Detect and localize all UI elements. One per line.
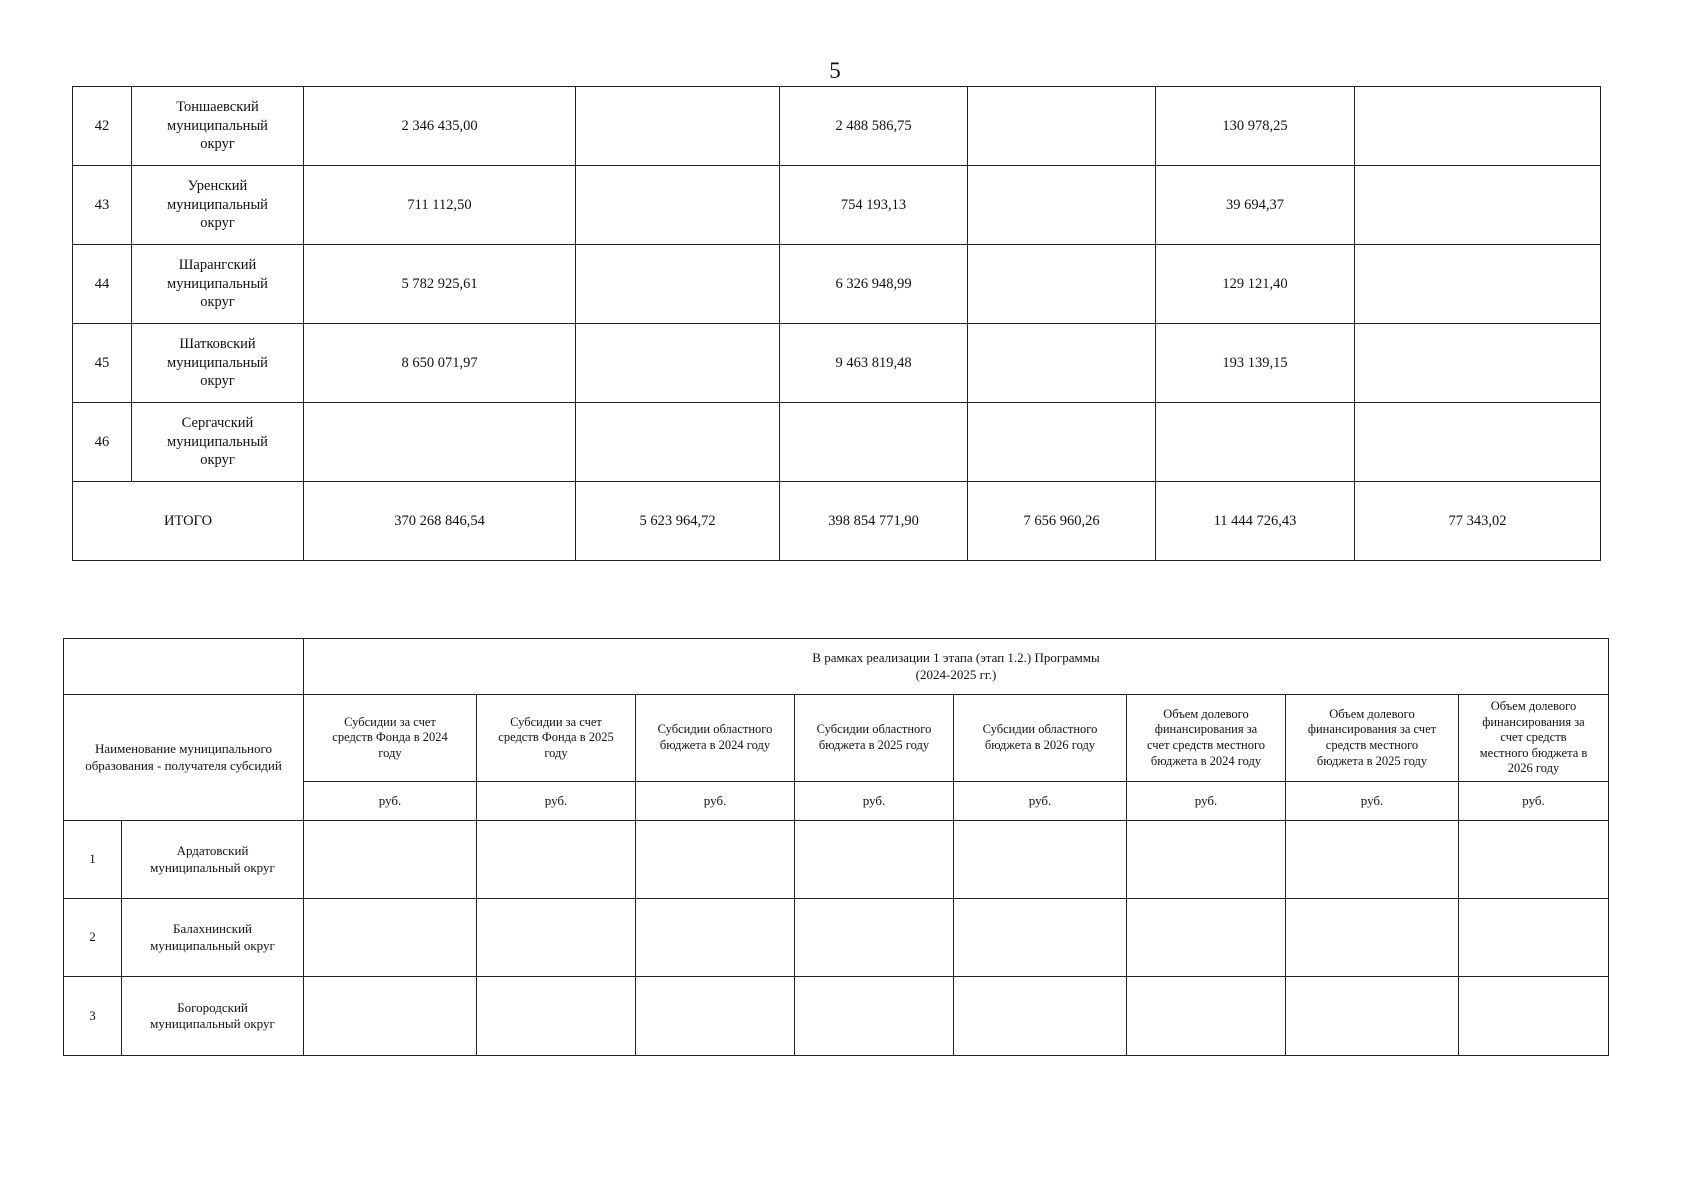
row-number: 2 <box>63 898 122 977</box>
value-cell: 2 488 586,75 <box>779 86 968 166</box>
municipality-name: Балахнинский муниципальный округ <box>121 898 304 977</box>
value-cell <box>794 976 954 1056</box>
value-cell: 6 326 948,99 <box>779 244 968 324</box>
total-value: 11 444 726,43 <box>1155 481 1355 561</box>
value-cell <box>1354 323 1601 403</box>
total-value: 5 623 964,72 <box>575 481 780 561</box>
municipality-name: Уренский муниципальный округ <box>131 165 304 245</box>
value-cell <box>953 976 1127 1056</box>
value-cell: 754 193,13 <box>779 165 968 245</box>
stage-header: В рамках реализации 1 этапа (этап 1.2.) Программы (2024-2025 гг.) <box>303 638 1609 695</box>
value-cell <box>794 898 954 977</box>
value-cell <box>967 244 1156 324</box>
column-header: Субсидии областного бюджета в 2025 году <box>794 694 954 782</box>
value-cell <box>1126 898 1286 977</box>
value-cell <box>1458 898 1609 977</box>
header-blank-cell <box>63 638 304 695</box>
value-cell <box>476 976 636 1056</box>
unit-label: руб. <box>476 781 636 821</box>
value-cell <box>1458 820 1609 899</box>
column-header: Объем долевого финансирования за счет средств местного бюджета в 2025 году <box>1285 694 1459 782</box>
unit-label: руб. <box>1126 781 1286 821</box>
unit-label: руб. <box>303 781 477 821</box>
value-cell <box>953 898 1127 977</box>
value-cell <box>967 86 1156 166</box>
value-cell <box>1354 165 1601 245</box>
value-cell: 130 978,25 <box>1155 86 1355 166</box>
value-cell <box>303 976 477 1056</box>
value-cell <box>476 898 636 977</box>
value-cell <box>303 820 477 899</box>
row-number: 43 <box>72 165 132 245</box>
row-number: 44 <box>72 244 132 324</box>
value-cell <box>967 323 1156 403</box>
total-value: 77 343,02 <box>1354 481 1601 561</box>
value-cell <box>794 820 954 899</box>
name-column-header: Наименование муниципального образования - получателя субсидий <box>63 694 304 821</box>
value-cell <box>1354 402 1601 482</box>
row-number: 42 <box>72 86 132 166</box>
column-header: Субсидии за счет средств Фонда в 2025 году <box>476 694 636 782</box>
value-cell <box>635 820 795 899</box>
value-cell <box>953 820 1127 899</box>
value-cell <box>635 976 795 1056</box>
municipality-name: Шарангский муниципальный округ <box>131 244 304 324</box>
unit-label: руб. <box>635 781 795 821</box>
row-number: 1 <box>63 820 122 899</box>
value-cell <box>779 402 968 482</box>
value-cell <box>967 165 1156 245</box>
value-cell <box>1126 820 1286 899</box>
unit-label: руб. <box>1458 781 1609 821</box>
value-cell <box>575 323 780 403</box>
unit-label: руб. <box>1285 781 1459 821</box>
value-cell <box>635 898 795 977</box>
total-value: 370 268 846,54 <box>303 481 576 561</box>
value-cell <box>575 402 780 482</box>
value-cell <box>575 86 780 166</box>
value-cell: 9 463 819,48 <box>779 323 968 403</box>
column-header: Субсидии областного бюджета в 2024 году <box>635 694 795 782</box>
value-cell <box>1285 898 1459 977</box>
total-label: ИТОГО <box>72 481 304 561</box>
unit-label: руб. <box>794 781 954 821</box>
value-cell <box>575 165 780 245</box>
value-cell <box>1285 820 1459 899</box>
value-cell: 39 694,37 <box>1155 165 1355 245</box>
column-header: Объем долевого финансирования за счет средств местного бюджета в 2026 году <box>1458 694 1609 782</box>
value-cell <box>575 244 780 324</box>
column-header: Субсидии областного бюджета в 2026 году <box>953 694 1127 782</box>
row-number: 46 <box>72 402 132 482</box>
value-cell <box>1354 244 1601 324</box>
value-cell <box>1155 402 1355 482</box>
municipality-name: Сергачский муниципальный округ <box>131 402 304 482</box>
value-cell <box>1126 976 1286 1056</box>
total-value: 398 854 771,90 <box>779 481 968 561</box>
total-value: 7 656 960,26 <box>967 481 1156 561</box>
value-cell <box>476 820 636 899</box>
value-cell <box>1285 976 1459 1056</box>
value-cell <box>1354 86 1601 166</box>
row-number: 45 <box>72 323 132 403</box>
municipality-name: Шатковский муниципальный округ <box>131 323 304 403</box>
column-header: Субсидии за счет средств Фонда в 2024 году <box>303 694 477 782</box>
value-cell: 5 782 925,61 <box>303 244 576 324</box>
row-number: 3 <box>63 976 122 1056</box>
municipality-name: Тоншаевский муниципальный округ <box>131 86 304 166</box>
value-cell <box>303 402 576 482</box>
value-cell: 711 112,50 <box>303 165 576 245</box>
value-cell <box>303 898 477 977</box>
value-cell <box>1458 976 1609 1056</box>
value-cell: 129 121,40 <box>1155 244 1355 324</box>
municipality-name: Ардатовский муниципальный округ <box>121 820 304 899</box>
value-cell: 8 650 071,97 <box>303 323 576 403</box>
unit-label: руб. <box>953 781 1127 821</box>
value-cell: 2 346 435,00 <box>303 86 576 166</box>
value-cell <box>967 402 1156 482</box>
municipality-name: Богородский муниципальный округ <box>121 976 304 1056</box>
column-header: Объем долевого финансирования за счет средств местного бюджета в 2024 году <box>1126 694 1286 782</box>
page-number: 5 <box>829 58 841 83</box>
value-cell: 193 139,15 <box>1155 323 1355 403</box>
